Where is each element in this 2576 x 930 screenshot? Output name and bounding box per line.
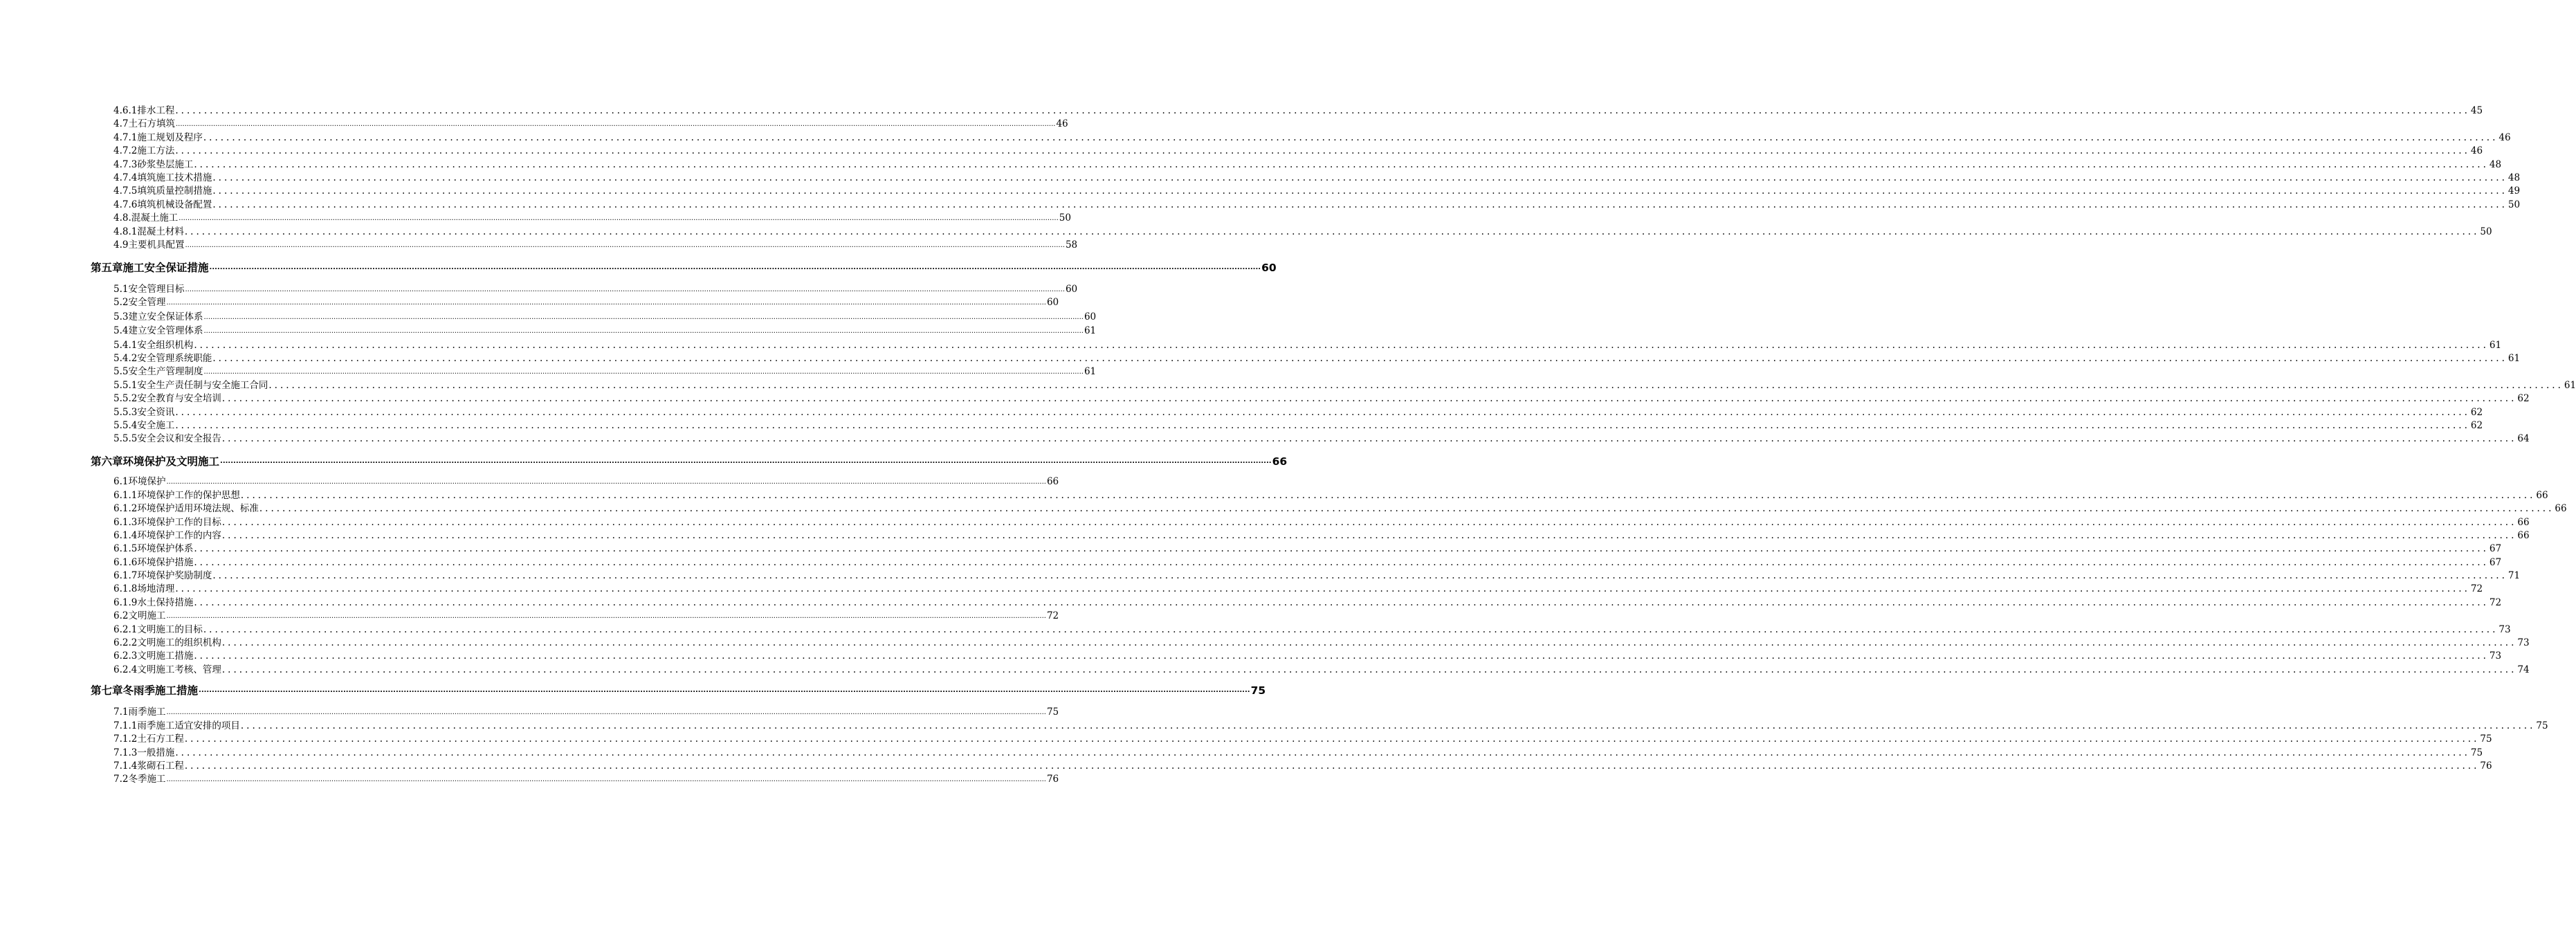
toc-entry[interactable] [113,610,1059,622]
toc-entry-title: 环境保护工作的保护思想 [137,490,240,501]
toc-entry[interactable] [113,664,2530,676]
toc-leader-dots: ................................................................................................................................................................................................................................................................................................................................................................................................................ [175,120,1056,128]
toc-entry-number: 6.1.2 [113,503,138,514]
toc-entry-title: 环境保护工作的目标 [137,517,221,528]
toc-entry[interactable] [113,297,1059,309]
toc-entry-number: 6.2 [113,610,129,621]
toc-entry-number: 7.1.3 [113,747,138,758]
toc-entry-number: 5.4.2 [113,353,138,364]
toc-entry-title: 雨季施工 [128,706,166,718]
toc-entry-page: 72 [2489,597,2502,608]
toc-entry-number: 5.4 [113,325,129,336]
toc-entry-title: 场地清理 [137,583,175,594]
toc-entry-title: 文明施工措施 [137,650,194,662]
toc-entry[interactable] [113,476,1059,488]
toc-leader-dots: ................................................................................................................................................................................................................................................................................................................................................................................................................ [203,313,1084,321]
toc-entry-page: 46 [2470,145,2483,156]
toc-entry-title: 环境保护体系 [137,543,194,554]
toc-entry-page: 62 [2470,420,2483,431]
toc-entry-title: 环境保护奖励制度 [137,570,212,581]
toc-leader-dots: ................................................................................................................................................................................................................................................................................................................................................................................................................ [185,241,1065,249]
toc-entry-number: 6.1.4 [113,530,138,541]
toc-entry-page: 66 [2555,503,2567,514]
toc-entry-number: 5.5.4 [113,420,138,431]
toc-entry[interactable] [113,583,2483,595]
toc-entry-number: 5.5.5 [113,433,138,444]
toc-entry-number: 4.7.6 [113,199,138,210]
toc-leader-dots: ................................................................................................................................................................................................................................................................................................................................................................................................................ [184,760,2480,772]
toc-entry-page: 46 [2499,132,2511,143]
toc-entry-page: 45 [2470,105,2483,116]
toc-entry-page: 74 [2517,664,2530,675]
toc-leader-dots: ................................................................................................................................................................................................................................................................................................................................................................................................................ [175,105,2470,116]
toc-entry[interactable] [113,597,2502,609]
toc-chapter-entry[interactable] [91,261,1277,275]
toc-entry-page: 61 [2564,380,2576,391]
toc-entry-page: 50 [2480,226,2492,237]
toc-entry-page: 72 [2470,583,2483,594]
toc-leader-dots: ................................................................................................................................................................................................................................................................................................................................................................................................................ [194,340,2489,351]
toc-entry[interactable] [113,637,2530,649]
toc-leader-dots: ................................................................................................................................................................................................................................................................................................................................................................................................................ [175,145,2470,156]
toc-entry[interactable] [113,557,2502,569]
toc-entry-number: 5.5.3 [113,407,138,418]
toc-entry-page: 66 [2536,490,2548,501]
toc-entry[interactable] [113,226,2492,238]
toc-entry[interactable] [113,747,2483,759]
toc-entry-title: 建立安全管理体系 [128,325,203,336]
toc-leader-dots: ................................................................................................................................................................................................................................................................................................................................................................................................................ [184,226,2480,237]
toc-entry-page: 62 [2470,407,2483,418]
toc-entry-title: 施工安全保证措施 [122,262,209,274]
toc-entry[interactable] [113,311,1097,323]
toc-entry-number: 4.6.1 [113,105,138,116]
toc-leader-dots: ................................................................................................................................................................................................................................................................................................................................................................................................................ [240,720,2536,731]
toc-entry-title: 雨季施工适宜安排的项目 [137,720,240,731]
toc-entry-number: 6.1.9 [113,597,138,608]
toc-entry-title: 冬季施工 [128,774,166,785]
toc-entry-number: 6.1.7 [113,570,138,581]
toc-entry-number: 第七章 [91,684,123,697]
toc-leader-dots: ................................................................................................................................................................................................................................................................................................................................................................................................................ [166,776,1046,783]
toc-entry-number: 5.5.1 [113,380,138,391]
toc-entry-page: 48 [2489,159,2502,170]
toc-entry-title: 混凝土施工 [131,212,179,224]
toc-entry-title: 环境保护工作的内容 [137,530,221,541]
toc-entry-number: 7.1.1 [113,720,138,731]
toc-entry-page: 66 [1046,476,1059,487]
toc-entry-page: 71 [2508,570,2521,581]
toc-entry[interactable] [113,570,2521,582]
toc-entry-number: 6.1.5 [113,543,138,554]
toc-entry-page: 75 [2470,747,2483,758]
toc-entry-title: 一般措施 [137,747,175,758]
toc-leader-dots: ................................................................................................................................................................................................................................................................................................................................................................................................................ [166,709,1046,716]
toc-leader-dots: ................................................................................................................................................................................................................................................................................................................................................................................................................ [184,733,2480,745]
toc-entry-number: 4.7.4 [113,172,138,183]
toc-entry-number: 4.7.3 [113,159,138,170]
toc-leader-dots: ................................................................................................................................................................................................................................................................................................................................................................................................................ [194,159,2489,170]
toc-entry-number: 7.1 [113,706,129,718]
toc-entry-page: 60 [1084,311,1097,322]
toc-entry-title: 砂浆垫层施工 [137,159,194,170]
toc-entry-page: 67 [2489,557,2502,568]
toc-leader-dots: ................................................................................................................................................................................................................................................................................................................................................................................................................ [268,380,2564,391]
toc-entry-number: 4.8.1 [113,226,138,237]
toc-entry-number: 6.1.6 [113,557,138,568]
toc-entry[interactable] [113,733,2492,745]
toc-entry-title: 环境保护 [128,476,166,487]
toc-entry-number: 4.7.1 [113,132,138,143]
toc-leader-dots: ................................................................................................................................................................................................................................................................................................................................................................................................................ [259,503,2555,514]
toc-leader-dots: ................................................................................................................................................................................................................................................................................................................................................................................................................ [194,597,2489,608]
toc-entry-page: 66 [2517,530,2530,541]
toc-entry-number: 4.7 [113,118,129,129]
toc-entry-page: 76 [1046,774,1059,785]
toc-entry-title: 混凝土材料 [137,226,184,237]
toc-entry[interactable] [113,284,1078,295]
toc-entry[interactable] [113,420,2483,432]
toc-entry[interactable] [113,433,2530,445]
toc-entry-title: 安全施工 [137,420,175,431]
toc-entry-title: 填筑质量控制措施 [137,185,212,197]
toc-entry-page: 50 [1059,212,1071,224]
toc-entry-page: 58 [1065,239,1078,250]
toc-leader-dots: ................................................................................................................................................................................................................................................................................................................................................................................................................ [221,664,2517,675]
toc-entry-title: 施工方法 [137,145,175,156]
toc-leader-dots: ................................................................................................................................................................................................................................................................................................................................................................................................................ [212,570,2508,581]
toc-entry-number: 4.9 [113,239,129,250]
toc-entry[interactable] [113,774,1059,785]
toc-entry-title: 主要机具配置 [128,239,185,250]
toc-chapter-entry[interactable] [91,684,1266,698]
toc-entry[interactable] [113,407,2483,419]
toc-entry[interactable] [113,650,2502,662]
toc-leader-dots: ................................................................................................................................................................................................................................................................................................................................................................................................................ [221,530,2517,541]
toc-entry-number: 4.8. [113,212,131,224]
toc-entry[interactable] [113,212,1071,224]
toc-leader-dots: ................................................................................................................................................................................................................................................................................................................................................................................................................ [203,327,1084,335]
toc-entry-title: 环境保护适用环境法规、标准 [137,503,259,514]
toc-entry-number: 5.3 [113,311,129,322]
toc-entry-page: 75 [2536,720,2548,731]
toc-entry-title: 环境保护措施 [137,557,194,568]
toc-entry-page: 73 [2499,624,2511,635]
toc-entry-number: 6.1.1 [113,490,138,501]
toc-entry-title: 土石方填筑 [128,118,175,129]
toc-entry[interactable] [113,490,2548,502]
toc-entry-page: 75 [1046,706,1059,718]
toc-entry[interactable] [113,760,2492,772]
toc-leader-dots: ................................................................................................................................................................................................................................................................................................................................................................................................................ [175,420,2470,431]
toc-entry-title: 文明施工的目标 [137,624,203,635]
toc-entry-title: 文明施工考核、管理 [137,664,221,675]
toc-entry-title: 填筑施工技术措施 [137,172,212,183]
toc-entry-number: 5.2 [113,297,129,308]
toc-entry-title: 土石方工程 [137,733,184,745]
toc-leader-dots: ................................................................................................................................................................................................................................................................................................................................................................................................................ [175,583,2470,594]
toc-entry[interactable] [113,132,2511,144]
toc-entry-page: 73 [2517,637,2530,648]
toc-entry[interactable] [113,172,2521,184]
toc-entry-title: 冬雨季施工措施 [122,684,199,697]
toc-leader-dots: ................................................................................................................................................................................................................................................................................................................................................................................................................ [220,457,1272,465]
toc-entry-title: 建立安全保证体系 [128,311,203,322]
toc-entry-number: 7.1.2 [113,733,138,745]
toc-entry-page: 66 [2517,517,2530,528]
toc-entry-page: 46 [1056,118,1068,129]
toc-entry-number: 6.2.3 [113,650,138,662]
toc-entry-number: 6.2.2 [113,637,138,648]
toc-entry-page: 61 [1084,325,1097,336]
toc-leader-dots: ................................................................................................................................................................................................................................................................................................................................................................................................................ [212,172,2508,183]
toc-entry-title: 安全管理 [128,297,166,308]
toc-entry-page: 66 [1272,455,1288,468]
toc-leader-dots: ................................................................................................................................................................................................................................................................................................................................................................................................................ [166,612,1046,620]
toc-entry-number: 第五章 [91,262,123,274]
toc-entry[interactable] [113,353,2521,365]
toc-entry-number: 5.1 [113,284,129,295]
toc-leader-dots: ................................................................................................................................................................................................................................................................................................................................................................................................................ [179,215,1059,222]
toc-entry[interactable] [113,380,2576,392]
toc-leader-dots: ................................................................................................................................................................................................................................................................................................................................................................................................................ [221,433,2517,444]
toc-entry-number: 7.1.4 [113,760,138,772]
toc-entry-page: 62 [2517,393,2530,404]
toc-entry[interactable] [113,393,2530,405]
toc-entry[interactable] [113,543,2502,555]
toc-leader-dots: ................................................................................................................................................................................................................................................................................................................................................................................................................ [212,353,2508,364]
toc-entry-number: 5.5 [113,366,129,377]
toc-entry-title: 排水工程 [137,105,175,116]
toc-entry-page: 60 [1046,297,1059,308]
toc-entry-number: 6.2.1 [113,624,138,635]
toc-leader-dots: ................................................................................................................................................................................................................................................................................................................................................................................................................ [175,747,2470,758]
toc-entry[interactable] [113,366,1097,378]
toc-entry-title: 安全教育与安全培训 [137,393,221,404]
toc-entry-number: 6.1 [113,476,129,487]
toc-leader-dots: ................................................................................................................................................................................................................................................................................................................................................................................................................ [194,557,2489,568]
toc-entry-title: 文明施工的组织机构 [137,637,221,648]
toc-entry-title: 安全生产管理制度 [128,366,203,377]
toc-entry-number: 4.7.5 [113,185,138,197]
toc-leader-dots: ................................................................................................................................................................................................................................................................................................................................................................................................................ [221,637,2517,648]
toc-entry-title: 安全资讯 [137,407,175,418]
toc-entry[interactable] [113,503,2567,515]
toc-entry[interactable] [113,325,1097,337]
toc-entry-title: 水土保持措施 [137,597,194,608]
toc-entry-title: 填筑机械设备配置 [137,199,212,210]
toc-entry-page: 61 [2489,340,2502,351]
toc-leader-dots: ................................................................................................................................................................................................................................................................................................................................................................................................................ [212,199,2508,210]
toc-entry-page: 61 [2508,353,2521,364]
toc-entry-title: 安全会议和安全报告 [137,433,221,444]
toc-entry-page: 50 [2508,199,2521,210]
toc-entry-number: 5.4.1 [113,340,138,351]
toc-entry-title: 安全管理系统职能 [137,353,212,364]
toc-entry-page: 73 [2489,650,2502,662]
toc-leader-dots: ................................................................................................................................................................................................................................................................................................................................................................................................................ [209,264,1261,271]
toc-entry-title: 文明施工 [128,610,166,621]
toc-entry[interactable] [113,340,2502,352]
toc-entry[interactable] [113,185,2521,197]
toc-entry-page: 67 [2489,543,2502,554]
toc-entry[interactable] [113,145,2483,157]
toc-entry-number: 5.5.2 [113,393,138,404]
toc-entry[interactable] [113,530,2530,542]
toc-leader-dots: ................................................................................................................................................................................................................................................................................................................................................................................................................ [185,286,1065,293]
toc-chapter-entry[interactable] [91,455,1288,468]
toc-entry-number: 6.1.3 [113,517,138,528]
toc-leader-dots: ................................................................................................................................................................................................................................................................................................................................................................................................................ [203,368,1084,376]
toc-leader-dots: ................................................................................................................................................................................................................................................................................................................................................................................................................ [203,624,2499,635]
toc-leader-dots: ................................................................................................................................................................................................................................................................................................................................................................................................................ [194,543,2489,554]
toc-entry-number: 第六章 [91,455,123,468]
toc-entry-page: 64 [2517,433,2530,444]
toc-entry[interactable] [113,706,1059,718]
toc-entry-page: 48 [2508,172,2521,183]
toc-entry[interactable] [113,105,2483,117]
toc-leader-dots: ................................................................................................................................................................................................................................................................................................................................................................................................................ [240,490,2536,501]
toc-entry-number: 6.1.8 [113,583,138,594]
toc-entry-page: 75 [1250,684,1266,697]
toc-entry-page: 60 [1065,284,1078,295]
toc-entry[interactable] [113,720,2548,732]
toc-entry-title: 安全组织机构 [137,340,194,351]
toc-leader-dots: ................................................................................................................................................................................................................................................................................................................................................................................................................ [221,393,2517,404]
toc-entry-number: 6.2.4 [113,664,138,675]
toc-entry-number: 7.2 [113,774,129,785]
toc-entry-page: 75 [2480,733,2492,745]
toc-leader-dots: ................................................................................................................................................................................................................................................................................................................................................................................................................ [199,686,1250,694]
toc-leader-dots: ................................................................................................................................................................................................................................................................................................................................................................................................................ [166,478,1046,486]
toc-entry[interactable] [113,159,2502,171]
toc-entry-title: 施工规划及程序 [137,132,203,143]
toc-leader-dots: ................................................................................................................................................................................................................................................................................................................................................................................................................ [212,185,2508,197]
toc-entry-number: 4.7.2 [113,145,138,156]
toc-entry-page: 76 [2480,760,2492,772]
toc-entry-title: 浆砌石工程 [137,760,184,772]
toc-entry-title: 环境保护及文明施工 [122,455,220,468]
toc-leader-dots: ................................................................................................................................................................................................................................................................................................................................................................................................................ [175,407,2470,418]
toc-entry[interactable] [113,118,1068,130]
toc-entry[interactable] [113,239,1078,251]
toc-entry-page: 49 [2508,185,2521,197]
toc-leader-dots: ................................................................................................................................................................................................................................................................................................................................................................................................................ [194,650,2489,662]
toc-entry[interactable] [113,199,2521,211]
toc-leader-dots: ................................................................................................................................................................................................................................................................................................................................................................................................................ [166,299,1046,307]
toc-entry-title: 安全生产责任制与安全施工合同 [137,380,268,391]
toc-entry-title: 安全管理目标 [128,284,185,295]
toc-leader-dots: ................................................................................................................................................................................................................................................................................................................................................................................................................ [203,132,2499,143]
toc-entry[interactable] [113,517,2530,529]
toc-entry-page: 60 [1261,262,1277,274]
toc-entry-page: 61 [1084,366,1097,377]
toc-leader-dots: ................................................................................................................................................................................................................................................................................................................................................................................................................ [221,517,2517,528]
toc-entry[interactable] [113,624,2511,636]
toc-entry-page: 72 [1046,610,1059,621]
